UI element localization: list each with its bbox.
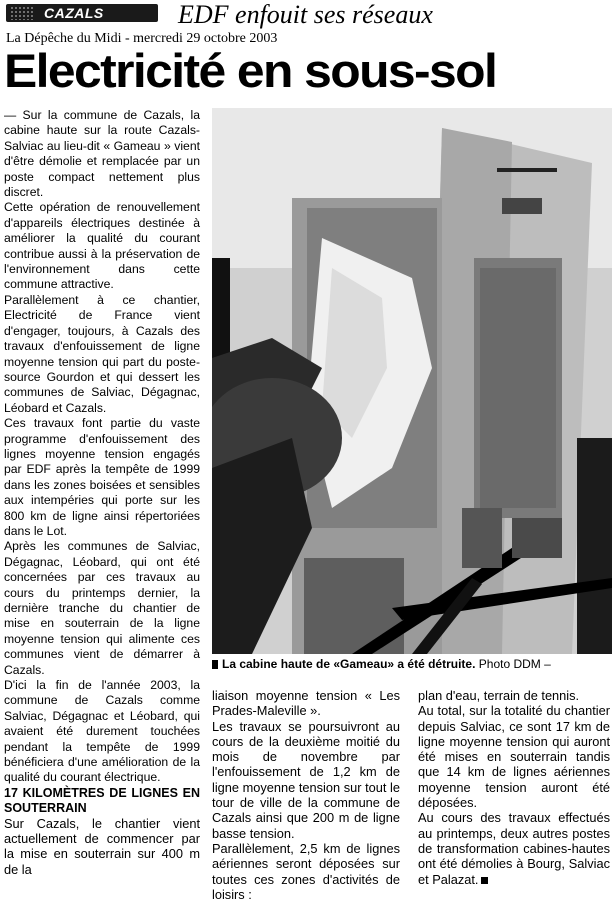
source-line: La Dépêche du Midi - mercredi 29 octobre 2003 [6, 31, 278, 46]
paragraph: Après les communes de Salviac, Dégagnac, Léobard, qui ont été concernées par ces travaux au cours du printemps dernier, la dernière tranche du chantier de mise en souterrain de la ligne moyenne tension qui alimente ces communes vient de démarrer à Cazals. [4, 539, 200, 677]
paragraph: Cette opération de renouvellement d'appareils électriques destinée à améliorer la qualité du courant contribue aussi à la préservation de l'environnement dans cette commune attractive. [4, 200, 200, 292]
paragraph [418, 810, 610, 886]
paragraph-text: Au cours des travaux effectués au printemps, deux autres postes de transformation cabines-hautes ont été démolies à Bourg, Salviac et Palazat. [418, 810, 610, 887]
end-mark [481, 877, 488, 884]
photo-demolished-cabin [212, 108, 612, 654]
paragraph: D'ici la fin de l'année 2003, la commune de Cazals comme Salviac, Dégagnac et Léobard, qui avaient été durement touchées pendant la tempête de 1999 bénéficiera d'une amélioration de la qualité du courant électrique. [4, 678, 200, 785]
paragraph: Au total, sur la totalité du chantier depuis Salviac, ce sont 17 km de ligne moyenne tension qui auront été mises en souterrain tandis que 14 km de lignes aériennes moyenne tension auront été déposées. [418, 703, 610, 811]
paragraph: liaison moyenne tension « Les Prades-Maleville ». [212, 688, 400, 719]
paragraph: Parallèlement, 2,5 km de lignes aériennes seront déposées sur toutes ces zones d'activités de loisirs : [212, 840, 400, 902]
paragraph: plan d'eau, terrain de tennis. [418, 688, 580, 703]
paragraph: Sur Cazals, le chantier vient actuellement de commencer par la mise en souterrain sur 400 m de la [4, 815, 200, 877]
section-tag-label: CAZALS [44, 5, 104, 21]
paragraph: — Sur la commune de Cazals, la cabine haute sur la route Cazals-Salviac au lieu-dit « Gameau » vient d'être démolie et remplacée par un poste compact nettement plus discret. [4, 108, 200, 200]
caption-bullet [212, 660, 218, 669]
article-column-3 [418, 688, 610, 887]
article-column-1 [4, 108, 200, 877]
subheading: 17 KILOMÈTRES DE LIGNES EN SOUTERRAIN [4, 785, 200, 815]
photo-credit: Photo DDM – [478, 657, 551, 671]
paragraph: Ces travaux font partie du vaste programme d'enfouissement des lignes moyenne tension engagés par EDF après la tempête de 1999 dans les zones boisées et sensibles aux intempéries qui porte sur les 800 km de ligne ainsi répertoriées dans le Lot. [4, 416, 200, 538]
headline: Electricité en sous-sol [4, 44, 497, 97]
photo-caption [212, 657, 612, 671]
article-photo [212, 108, 612, 654]
kicker-title: EDF enfouit ses réseaux [178, 0, 433, 29]
caption-text: La cabine haute de «Gameau» a été détruite. [222, 657, 476, 671]
paragraph: Les travaux se poursuivront au cours de la deuxième moitié du mois de novembre par l'enfouissement de 1,2 km de ligne moyenne tension sur tout le tour de ville de la commune de Cazals ainsi que 200 m de ligne basse tension. [212, 718, 400, 841]
section-tag-pattern [10, 6, 34, 20]
paragraph: Parallèlement à ce chantier, Electricité de France vient d'engager, toujours, à Cazals des travaux d'enfouissement de ligne moyenne tension qui part du poste-source Gourdon et qui dessert les communes de Salviac, Dégagnac, Léobard et Cazals. [4, 292, 200, 415]
article-column-2 [212, 688, 400, 902]
